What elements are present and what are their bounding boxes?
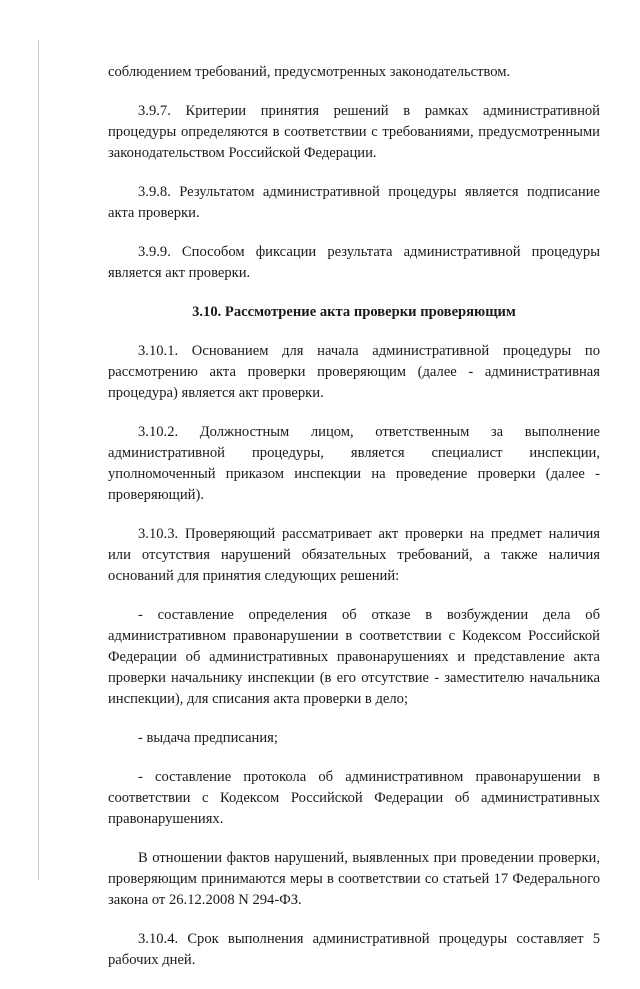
- paragraph-3-9-9: 3.9.9. Способом фиксации результата административной процедуры является акт проверки.: [108, 244, 600, 281]
- list-item-protocol: - составление протокола об административном правонарушении в соответствии с Кодексом Российской Федерации об административных правонарушениях.: [108, 769, 600, 827]
- paragraph-3-10-3: 3.10.3. Проверяющий рассматривает акт проверки на предмет наличия или отсутствия нарушений обязательных требований, а также наличия оснований для принятия следующих решений:: [108, 526, 600, 584]
- list-item-order: - выдача предписания;: [138, 730, 278, 746]
- paragraph-3-9-7: 3.9.7. Критерии принятия решений в рамках административной процедуры определяются в соответствии с требованиями, предусмотренными законодательством Российской Федерации.: [108, 103, 600, 161]
- paragraph-3-10-1: 3.10.1. Основанием для начала административной процедуры по рассмотрению акта проверки проверяющим (далее - административная процедура) является акт проверки.: [108, 343, 600, 401]
- list-item-refusal: - составление определения об отказе в возбуждении дела об административном правонарушении в соответствии с Кодексом Российской Федерации об административных правонарушениях и представление акта проверки начальнику инспекции (в его отсутствие - заместителю начальника инспекции), для списания акта проверки в дело;: [108, 607, 600, 707]
- paragraph-continuation: соблюдением требований, предусмотренных законодательством.: [108, 64, 511, 80]
- paragraph-3-10-2: 3.10.2. Должностным лицом, ответственным за выполнение административной процедуры, является специалист инспекции, уполномоченный приказом инспекции на проведение проверки (далее - проверяющий).: [108, 424, 600, 503]
- document-page: [108, 62, 600, 989]
- section-heading: 3.10. Рассмотрение акта проверки проверяющим: [192, 304, 516, 320]
- paragraph-3-10-4: 3.10.4. Срок выполнения административной процедуры составляет 5 рабочих дней.: [108, 931, 600, 968]
- page-margin-line: [38, 40, 39, 880]
- paragraph-3-9-8: 3.9.8. Результатом административной процедуры является подписание акта проверки.: [108, 184, 600, 221]
- paragraph-measures: В отношении фактов нарушений, выявленных при проведении проверки, проверяющим принимаются меры в соответствии со статьей 17 Федерального закона от 26.12.2008 N 294-ФЗ.: [108, 850, 600, 908]
